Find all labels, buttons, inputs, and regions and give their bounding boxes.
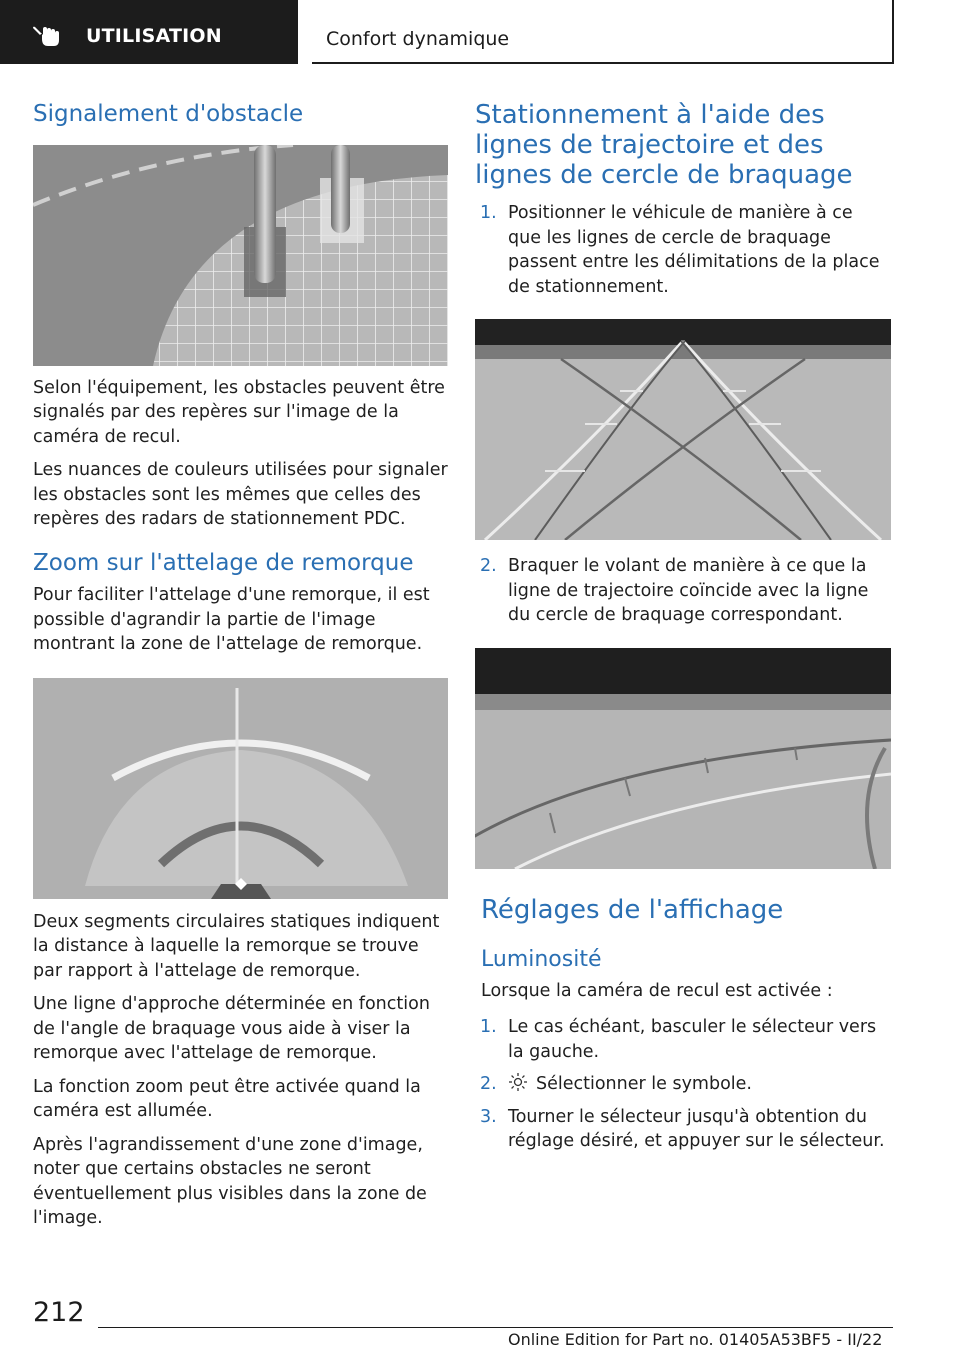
header-title-box [312,0,894,64]
trajectory-lines-image [475,319,891,540]
edition-text: Online Edition for Part no. 01405A53BF5 - II/22 [508,1330,883,1349]
parking-steps-2 [475,554,891,628]
step-text: Sélectionner le symbole. [536,1074,752,1095]
list-item [475,1015,891,1064]
step-text: Braquer le volant de manière à ce que la ligne de trajectoire coïncide avec la ligne du cercle de braquage correspondant. [508,556,869,625]
step-number: 1. [480,203,497,223]
steering-lines-image [475,648,891,869]
heading-parking-lines: Stationnement à l'aide des lignes de trajectoire et des lignes de cercle de braquage [475,100,853,190]
header-section-tab [0,0,298,64]
paragraph-brightness: Lorsque la caméra de recul est activée : [481,980,833,1001]
left-column [33,100,448,1231]
section-label: UTILISATION [86,25,222,47]
paragraph-zoom-5: Après l'agrandissement d'une zone d'image, noter que certains obstacles ne seront éventuellement plus visibles dans la zone de l'image. [33,1134,427,1229]
paragraph-zoom-1: Pour faciliter l'attelage d'une remorque, il est possible d'agrandir la partie de l'image montrant la zone de l'attelage de remorque. [33,585,430,655]
obstacle-camera-image [33,145,448,366]
step-text: Le cas échéant, basculer le sélecteur vers la gauche. [508,1017,877,1062]
paragraph-obstacle-2: Les nuances de couleurs utilisées pour signaler les obstacles sont les mêmes que celles des repères des radars de stationnement PDC. [33,460,448,530]
step-number: 2. [480,556,497,576]
step-text: Positionner le véhicule de manière à ce que les lignes de cercle de braquage passent entre les délimitations de la place de stationnement. [508,203,880,297]
hand-pointer-icon [30,25,62,49]
paragraph-zoom-3: Une ligne d'approche déterminée en fonction de l'angle de braquage vous aide à viser la remorque avec l'attelage de remorque. [33,994,430,1064]
sun-icon [508,1072,528,1092]
list-item [475,554,891,628]
step-number: 1. [480,1017,497,1038]
chapter-title: Confort dynamique [326,28,510,50]
heading-zoom: Zoom sur l'attelage de remorque [33,549,414,576]
right-column [475,100,891,1154]
step-number: 3. [480,1106,497,1127]
list-item [475,201,891,299]
list-item [475,1072,891,1097]
heading-brightness: Luminosité [481,946,602,972]
footer-divider [98,1327,893,1328]
trailer-zoom-image [33,678,448,899]
heading-obstacle: Signalement d'obstacle [33,101,304,127]
parking-steps-1 [475,201,891,299]
paragraph-zoom-4: La fonction zoom peut être activée quand la caméra est allumée. [33,1076,421,1122]
page-number: 212 [33,1297,85,1328]
brightness-steps [475,1015,891,1154]
step-text: Tourner le sélecteur jusqu'à obtention du réglage désiré, et appuyer sur le sélecteur. [508,1106,885,1152]
paragraph-obstacle-1: Selon l'équipement, les obstacles peuvent être signalés par des repères sur l'image de la caméra de recul. [33,377,445,447]
list-item [475,1105,891,1154]
paragraph-zoom-2: Deux segments circulaires statiques indiquent la distance à laquelle la remorque se trouve par rapport à l'attelage de remorque. [33,911,440,981]
step-number: 2. [480,1074,497,1095]
heading-display-settings: Réglages de l'affichage [481,894,784,925]
